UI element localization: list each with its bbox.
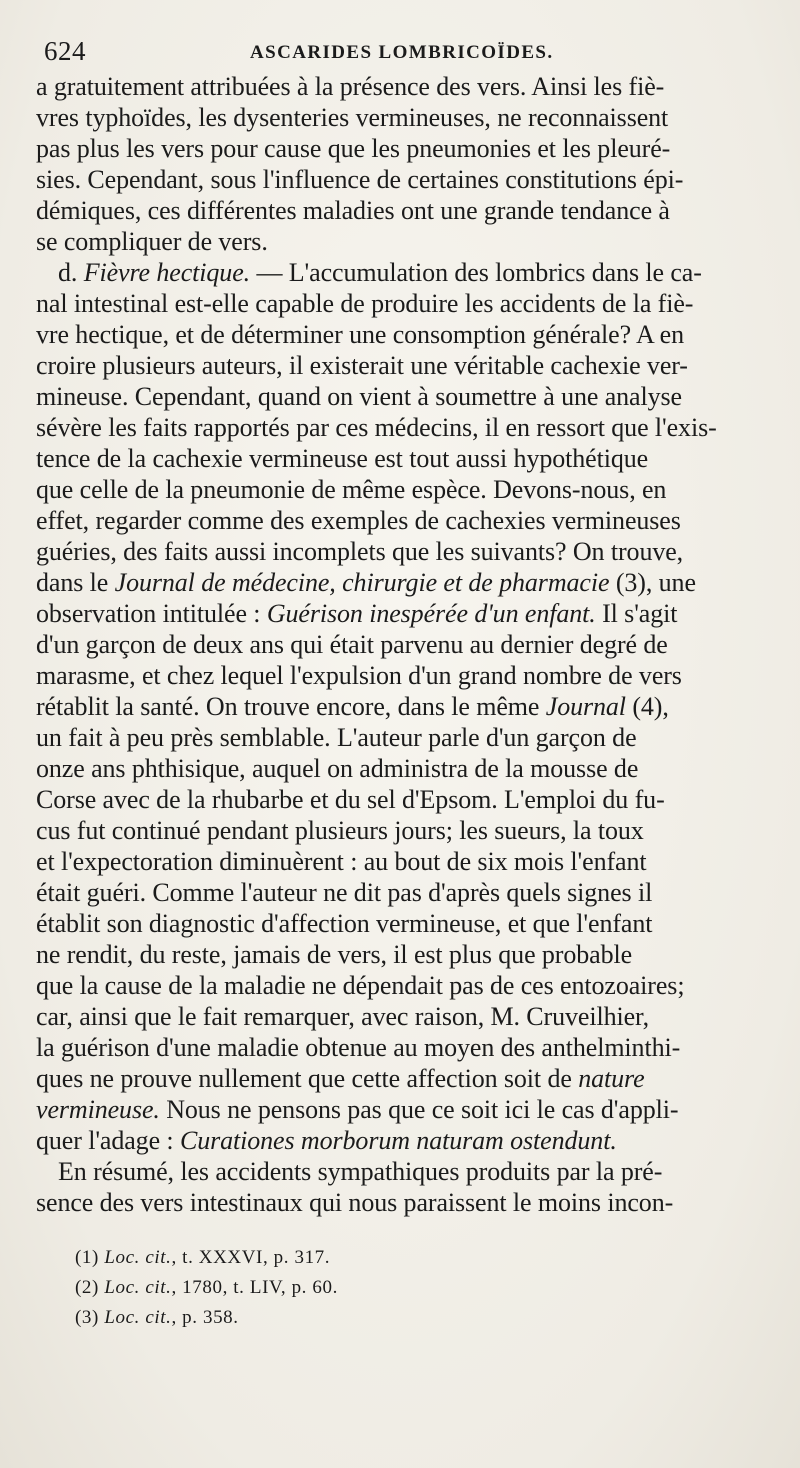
text-line: vre hectique, et de déterminer une consomption générale? A en: [36, 320, 684, 349]
footnote-number: (1): [75, 1247, 99, 1268]
footnote-text: , 1780, t. LIV, p. 60.: [171, 1277, 338, 1298]
text-line: [36, 1126, 617, 1156]
text-line: tence de la cachexie vermineuse est tout aussi hypothétique: [36, 444, 649, 473]
text-line: cus fut continué pendant plusieurs jours; les sueurs, la toux: [36, 816, 644, 845]
text-segment: quer l'adage :: [36, 1126, 180, 1155]
footnote: [75, 1306, 239, 1330]
text-line: [36, 599, 677, 629]
page-number: 624: [44, 36, 86, 66]
text-line: En résumé, les accidents sympathiques produits par la pré-: [58, 1157, 663, 1186]
text-segment: (4),: [625, 692, 669, 721]
text-line: car, ainsi que le fait remarquer, avec raison, M. Cruveilhier,: [36, 1002, 649, 1031]
text-line: sence des vers intestinaux qui nous paraissent le moins incon-: [36, 1188, 674, 1217]
text-line: d'un garçon de deux ans qui était parvenu au dernier degré de: [36, 630, 668, 659]
running-title: ASCARIDES LOMBRICOÏDES.: [250, 42, 554, 63]
text-line: guéries, des faits aussi incomplets que les suivants? On trouve,: [36, 537, 684, 566]
footnote: [75, 1276, 338, 1300]
text-line: et l'expectoration diminuèrent : au bout de six mois l'enfant: [36, 847, 647, 876]
text-line: sies. Cependant, sous l'influence de certaines constitutions épi-: [36, 165, 684, 194]
text-segment: observation intitulée :: [36, 599, 267, 628]
footnote-ref: Loc. cit.: [104, 1307, 172, 1328]
footnote-number: (3): [75, 1307, 99, 1328]
text-line: était guéri. Comme l'auteur ne dit pas d'après quels signes il: [36, 878, 653, 907]
text-line: vres typhoïdes, les dysenteries vermineuses, ne reconnaissent: [36, 103, 669, 132]
text-line: Corse avec de la rhubarbe et du sel d'Epsom. L'emploi du fu-: [36, 785, 665, 814]
text-line: se compliquer de vers.: [36, 227, 268, 256]
text-line: [36, 1095, 678, 1125]
latin-adage: Curationes morborum naturam ostendunt.: [179, 1126, 617, 1155]
text-segment: Il s'agit: [595, 599, 678, 628]
text-segment: dans le: [36, 568, 115, 597]
text-line: [36, 568, 696, 598]
text-line: ne rendit, du reste, jamais de vers, il est plus que probable: [36, 940, 633, 969]
text-line: un fait à peu près semblable. L'auteur parle d'un garçon de: [36, 723, 637, 752]
text-segment: ques ne prouve nullement que cette affection soit de: [36, 1064, 579, 1093]
footnote-text: , t. XXXVI, p. 317.: [171, 1247, 331, 1268]
text-line: croire plusieurs auteurs, il existerait une véritable cachexie ver-: [36, 351, 688, 380]
text-line: que la cause de la maladie ne dépendait pas de ces entozoaires;: [36, 971, 685, 1000]
text-line: marasme, et chez lequel l'expulsion d'un grand nombre de vers: [36, 661, 682, 690]
text-emphasis: nature: [578, 1064, 645, 1093]
text-segment: — L'accumulation des lombrics dans le ca-: [250, 258, 702, 287]
text-line: établit son diagnostic d'affection vermineuse, et que l'enfant: [36, 909, 653, 938]
footnote-ref: Loc. cit.: [104, 1247, 172, 1268]
text-line: a gratuitement attribuées à la présence des vers. Ainsi les fiè-: [36, 72, 665, 101]
text-line: démiques, ces différentes maladies ont une grande tendance à: [36, 196, 670, 225]
footnote-number: (2): [75, 1277, 99, 1298]
text-segment: rétablit la santé. On trouve encore, dans le même: [36, 692, 546, 721]
footnote-ref: Loc. cit.: [104, 1277, 172, 1298]
text-line: nal intestinal est-elle capable de produire les accidents de la fiè-: [36, 289, 694, 318]
journal-title: Journal: [545, 692, 626, 721]
text-line: [36, 1064, 645, 1094]
text-line: [58, 258, 702, 288]
text-line: la guérison d'une maladie obtenue au moyen des anthelminthi-: [36, 1033, 681, 1062]
text-line: que celle de la pneumonie de même espèce. Devons-nous, en: [36, 475, 667, 504]
journal-title: Journal de médecine, chirurgie et de pharmacie: [114, 568, 610, 597]
text-segment: (3), une: [609, 568, 696, 597]
section-letter: d.: [58, 258, 84, 287]
running-head: [40, 36, 760, 68]
text-segment: Nous ne pensons pas que ce soit ici le cas d'appli-: [159, 1095, 679, 1124]
text-emphasis: vermineuse.: [36, 1095, 160, 1124]
text-line: [36, 692, 669, 722]
footnote-text: , p. 358.: [171, 1307, 239, 1328]
footnote: [75, 1246, 330, 1270]
text-line: pas plus les vers pour cause que les pneumonies et les pleuré-: [36, 134, 671, 163]
text-line: sévère les faits rapportés par ces médecins, il en ressort que l'exis-: [36, 413, 717, 442]
text-line: mineuse. Cependant, quand on vient à soumettre à une analyse: [36, 382, 682, 411]
text-line: effet, regarder comme des exemples de cachexies vermineuses: [36, 506, 681, 535]
observation-title: Guérison inespérée d'un enfant.: [266, 599, 596, 628]
text-line: onze ans phthisique, auquel on administra de la mousse de: [36, 754, 639, 783]
section-heading: Fièvre hectique.: [83, 258, 251, 287]
